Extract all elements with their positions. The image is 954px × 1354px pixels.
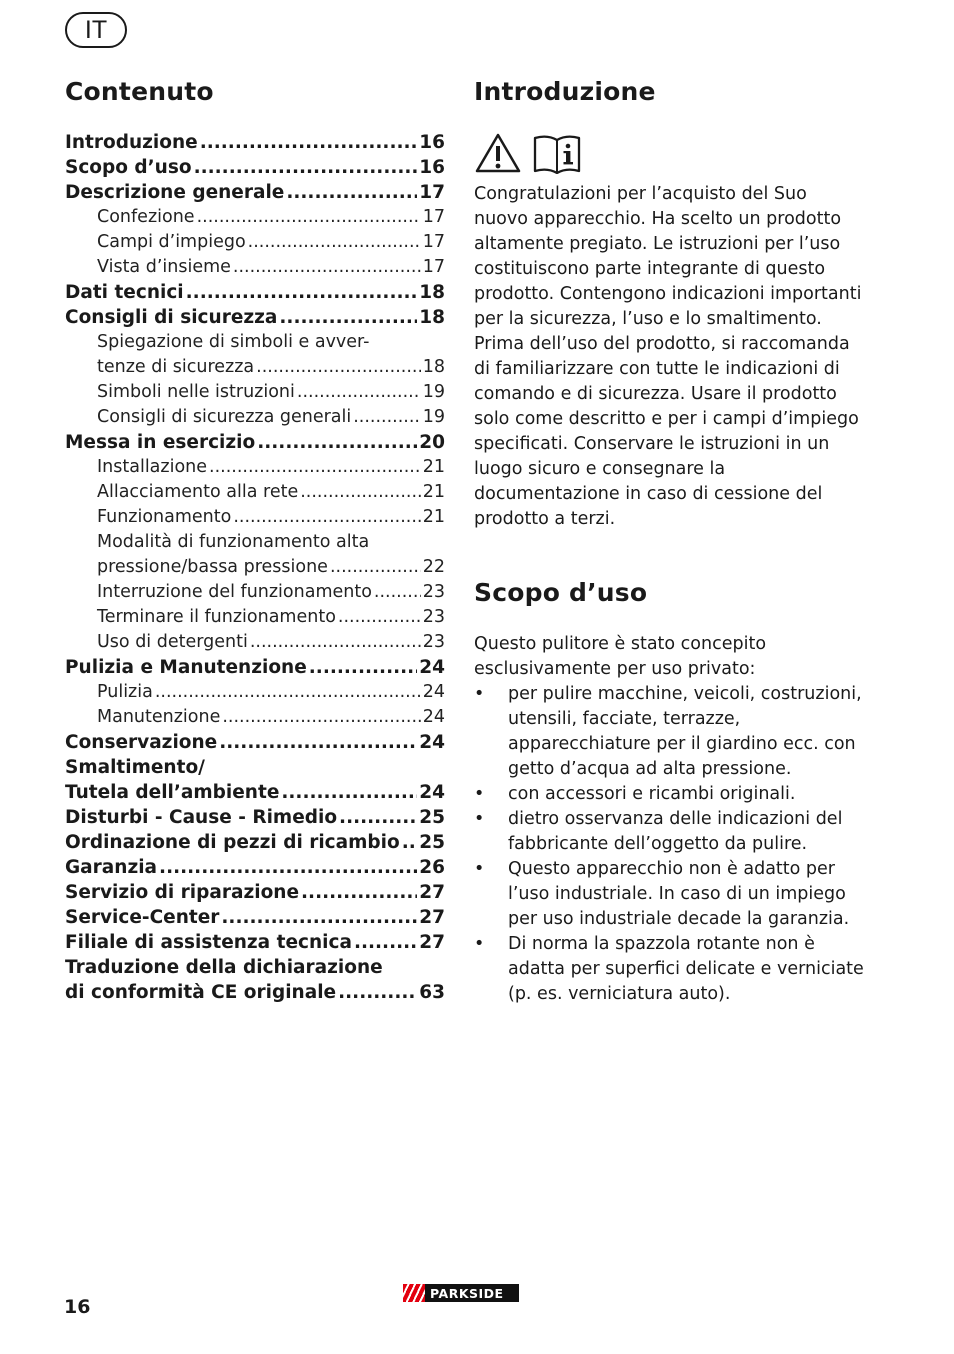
toc-entry-title: Vista d’insieme bbox=[97, 257, 231, 277]
toc-entry[interactable] bbox=[65, 532, 445, 557]
toc-entry[interactable] bbox=[65, 157, 445, 182]
bullet-icon: • bbox=[474, 784, 485, 804]
toc-entry[interactable] bbox=[65, 207, 445, 232]
toc-entry-page: 19 bbox=[422, 382, 445, 402]
toc-entry-page: 21 bbox=[422, 457, 445, 477]
toc-entry[interactable] bbox=[65, 732, 445, 757]
toc-entry-page: 21 bbox=[422, 507, 445, 527]
toc-dot-leader bbox=[194, 157, 418, 178]
logo-stripes-icon bbox=[403, 1284, 425, 1302]
toc-entry-page: 16 bbox=[419, 157, 445, 178]
toc-entry-page: 17 bbox=[419, 182, 445, 203]
bullet-text: per pulire macchine, veicoli, costruzioni, utensili, facciate, terrazze, apparecchiature per il giardino ecc. con getto d’acqua ad alta pressione. bbox=[508, 684, 862, 779]
toc-entry-title: Uso di detergenti bbox=[97, 632, 248, 652]
toc-entry-title: Pulizia e Manutenzione bbox=[65, 657, 307, 678]
toc-entry[interactable] bbox=[65, 982, 445, 1007]
toc-entry-title: tenze di sicurezza bbox=[97, 357, 255, 377]
list-item bbox=[474, 807, 864, 857]
toc-dot-leader bbox=[374, 582, 421, 602]
toc-dot-leader bbox=[279, 307, 417, 328]
page-number: 16 bbox=[64, 1296, 91, 1318]
toc-entry-title: Disturbi - Cause - Rimedio bbox=[65, 807, 338, 828]
toc-entry-page: 20 bbox=[419, 432, 445, 453]
toc-entry-title: di conformità CE originale bbox=[65, 982, 337, 1003]
intro-icons bbox=[474, 132, 582, 178]
toc-entry-title: Campi d’impiego bbox=[97, 232, 246, 252]
toc-dot-leader bbox=[222, 707, 420, 727]
toc-dot-leader bbox=[300, 482, 420, 502]
toc-entry-title: Manutenzione bbox=[97, 707, 221, 727]
toc-dot-leader bbox=[219, 732, 417, 753]
toc-entry[interactable] bbox=[65, 332, 445, 357]
toc-entry-title: Ordinazione di pezzi di ricambio bbox=[65, 832, 400, 853]
toc-dot-leader bbox=[155, 682, 421, 702]
toc-entry[interactable] bbox=[65, 832, 445, 857]
toc-entry-page: 23 bbox=[422, 607, 445, 627]
toc-entry-page: 18 bbox=[422, 357, 445, 377]
toc-entry[interactable] bbox=[65, 432, 445, 457]
toc-dot-leader bbox=[354, 932, 417, 953]
scope-title: Scopo d’uso bbox=[474, 578, 648, 607]
toc-entry-title: Scopo d’uso bbox=[65, 157, 192, 178]
toc-entry[interactable] bbox=[65, 507, 445, 532]
bullet-text: con accessori e ricambi originali. bbox=[508, 784, 796, 804]
warning-triangle-icon bbox=[474, 132, 522, 178]
toc-entry-title: Smaltimento/ bbox=[65, 757, 205, 778]
toc-entry-title: Consigli di sicurezza generali bbox=[97, 407, 352, 427]
toc-entry-title: Messa in esercizio bbox=[65, 432, 256, 453]
toc-entry-title: Interruzione del funzionamento bbox=[97, 582, 372, 602]
toc-dot-leader bbox=[197, 207, 421, 227]
toc-title: Contenuto bbox=[65, 77, 214, 106]
toc-entry-page: 25 bbox=[419, 832, 445, 853]
toc-entry-page: 19 bbox=[422, 407, 445, 427]
toc-entry[interactable] bbox=[65, 757, 445, 782]
toc-entry-page: 24 bbox=[419, 657, 445, 678]
toc-entry-title: Dati tecnici bbox=[65, 282, 184, 303]
toc-entry[interactable] bbox=[65, 632, 445, 657]
toc-entry-title: Servizio di riparazione bbox=[65, 882, 300, 903]
toc-entry[interactable] bbox=[65, 932, 445, 957]
list-item bbox=[474, 932, 864, 1007]
bullet-icon: • bbox=[474, 684, 485, 704]
toc-dot-leader bbox=[248, 232, 421, 252]
toc-entry-page: 24 bbox=[419, 782, 445, 803]
toc-entry[interactable] bbox=[65, 907, 445, 932]
toc-entry-page: 26 bbox=[419, 857, 445, 878]
toc-dot-leader bbox=[309, 657, 417, 678]
toc-dot-leader bbox=[257, 432, 417, 453]
toc-entry[interactable] bbox=[65, 657, 445, 682]
bullet-text: dietro osservanza delle indicazioni del fabbricante dell’oggetto da pulire. bbox=[508, 809, 843, 854]
toc-entry[interactable] bbox=[65, 782, 445, 807]
toc-entry-page: 21 bbox=[422, 482, 445, 502]
toc-entry-title: Funzionamento bbox=[97, 507, 232, 527]
toc-dot-leader bbox=[256, 357, 421, 377]
toc-dot-leader bbox=[233, 507, 420, 527]
toc-entry-title: Confezione bbox=[97, 207, 195, 227]
toc-entry-title: pressione/bassa pressione bbox=[97, 557, 328, 577]
toc-entry[interactable] bbox=[65, 607, 445, 632]
toc-entry-title: Allacciamento alla rete bbox=[97, 482, 299, 502]
logo-brand-text: PARKSIDE bbox=[430, 1285, 504, 1301]
toc-entry-page: 17 bbox=[422, 207, 445, 227]
toc-entry[interactable] bbox=[65, 457, 445, 482]
toc-entry[interactable] bbox=[65, 382, 445, 407]
toc-entry-page: 24 bbox=[422, 707, 445, 727]
toc-entry-title: Conservazione bbox=[65, 732, 218, 753]
toc-entry-title: Filiale di assistenza tecnica bbox=[65, 932, 352, 953]
toc-entry-title: Garanzia bbox=[65, 857, 158, 878]
intro-body bbox=[474, 182, 864, 532]
toc-entry[interactable] bbox=[65, 132, 445, 157]
toc-entry-title: Pulizia bbox=[97, 682, 153, 702]
toc-entry[interactable] bbox=[65, 882, 445, 907]
intro-title: Introduzione bbox=[474, 77, 656, 106]
toc-entry[interactable] bbox=[65, 182, 445, 207]
toc-entry-page: 17 bbox=[422, 257, 445, 277]
toc-dot-leader bbox=[338, 982, 417, 1003]
toc-entry-page: 17 bbox=[422, 232, 445, 252]
scope-paragraph: Questo pulitore è stato concepito esclusivamente per uso privato: bbox=[474, 634, 767, 679]
toc-entry-title: Introduzione bbox=[65, 132, 198, 153]
bullet-icon: • bbox=[474, 859, 485, 879]
list-item bbox=[474, 857, 864, 932]
toc-entry[interactable] bbox=[65, 407, 445, 432]
toc-entry-title: Traduzione della dichiarazione bbox=[65, 957, 383, 978]
bullet-icon: • bbox=[474, 934, 485, 954]
toc-entry-title: Simboli nelle istruzioni bbox=[97, 382, 295, 402]
toc-entry-title: Terminare il funzionamento bbox=[97, 607, 336, 627]
toc-entry[interactable] bbox=[65, 257, 445, 282]
toc-entry[interactable] bbox=[65, 357, 445, 382]
toc-entry[interactable] bbox=[65, 282, 445, 307]
toc-entry[interactable] bbox=[65, 707, 445, 732]
bullet-text: Di norma la spazzola rotante non è adatta per superfici delicate e verniciate (p. es. verniciatura auto). bbox=[508, 934, 864, 1004]
toc-entry-page: 24 bbox=[419, 732, 445, 753]
toc-entry-page: 63 bbox=[419, 982, 445, 1003]
toc-entry-title: Modalità di funzionamento alta bbox=[97, 532, 370, 552]
toc-entry-title: Consigli di sicurezza bbox=[65, 307, 278, 328]
toc-entry-page: 22 bbox=[422, 557, 445, 577]
toc-dot-leader bbox=[281, 782, 417, 803]
toc-dot-leader bbox=[330, 557, 421, 577]
parkside-logo bbox=[403, 1284, 519, 1302]
toc-entry-page: 23 bbox=[422, 632, 445, 652]
toc-entry-page: 16 bbox=[419, 132, 445, 153]
toc-entry[interactable] bbox=[65, 857, 445, 882]
toc-entry-page: 25 bbox=[419, 807, 445, 828]
toc-entry-page: 27 bbox=[419, 882, 445, 903]
toc-dot-leader bbox=[233, 257, 421, 277]
toc-dot-leader bbox=[338, 607, 421, 627]
toc-entry[interactable] bbox=[65, 807, 445, 832]
toc-dot-leader bbox=[286, 182, 417, 203]
scope-body bbox=[474, 632, 864, 1007]
list-item bbox=[474, 682, 864, 782]
toc-dot-leader bbox=[159, 857, 417, 878]
scope-bullet-list bbox=[474, 682, 864, 1007]
toc-entry[interactable] bbox=[65, 957, 445, 982]
toc-dot-leader bbox=[250, 632, 421, 652]
toc-entry-page: 23 bbox=[422, 582, 445, 602]
toc-entry-title: Service-Center bbox=[65, 907, 220, 928]
bullet-icon: • bbox=[474, 809, 485, 829]
bullet-text: Questo apparecchio non è adatto per l’uso industriale. In caso di un impiego per uso industriale decade la garanzia. bbox=[508, 859, 850, 929]
intro-paragraph: Congratulazioni per l’acquisto del Suo nuovo apparecchio. Ha scelto un prodotto altamente pregiato. Le istruzioni per l’uso costituiscono parte integrante di questo prodotto. Contengono indicazioni importanti per la sicurezza, l’uso e lo smaltimento. Prima dell’uso del prodotto, si raccomanda di familiarizzare con tutte le indicazioni di comando e di sicurezza. Usare il prodotto solo come descritto e per i campi d’impiego specificati. Conservare le istruzioni in un luogo sicuro e consegnare la documentazione in caso di cessione del prodotto a terzi. bbox=[474, 184, 862, 529]
toc-entry-page: 27 bbox=[419, 907, 445, 928]
toc-dot-leader bbox=[301, 882, 417, 903]
toc-entry[interactable] bbox=[65, 307, 445, 332]
language-badge: IT bbox=[65, 12, 127, 48]
toc-entry-page: 18 bbox=[419, 282, 445, 303]
toc-dot-leader bbox=[200, 132, 418, 153]
toc-entry-page: 27 bbox=[419, 932, 445, 953]
toc-entry-title: Installazione bbox=[97, 457, 208, 477]
toc-dot-leader bbox=[209, 457, 421, 477]
toc-dot-leader bbox=[221, 907, 417, 928]
toc-entry-title: Spiegazione di simboli e avver- bbox=[97, 332, 370, 352]
toc-entry[interactable] bbox=[65, 557, 445, 582]
toc-dot-leader bbox=[402, 832, 418, 853]
toc-entry-title: Tutela dell’ambiente bbox=[65, 782, 280, 803]
toc-entry[interactable] bbox=[65, 682, 445, 707]
toc-dot-leader bbox=[353, 407, 420, 427]
toc-entry-title: Descrizione generale bbox=[65, 182, 285, 203]
toc-entry[interactable] bbox=[65, 582, 445, 607]
toc-entry-page: 24 bbox=[422, 682, 445, 702]
table-of-contents bbox=[65, 132, 445, 1007]
toc-entry[interactable] bbox=[65, 232, 445, 257]
toc-entry-page: 18 bbox=[419, 307, 445, 328]
toc-dot-leader bbox=[297, 382, 421, 402]
toc-dot-leader bbox=[339, 807, 417, 828]
toc-entry[interactable] bbox=[65, 482, 445, 507]
toc-dot-leader bbox=[186, 282, 418, 303]
list-item bbox=[474, 782, 864, 807]
manual-info-icon bbox=[532, 132, 582, 178]
